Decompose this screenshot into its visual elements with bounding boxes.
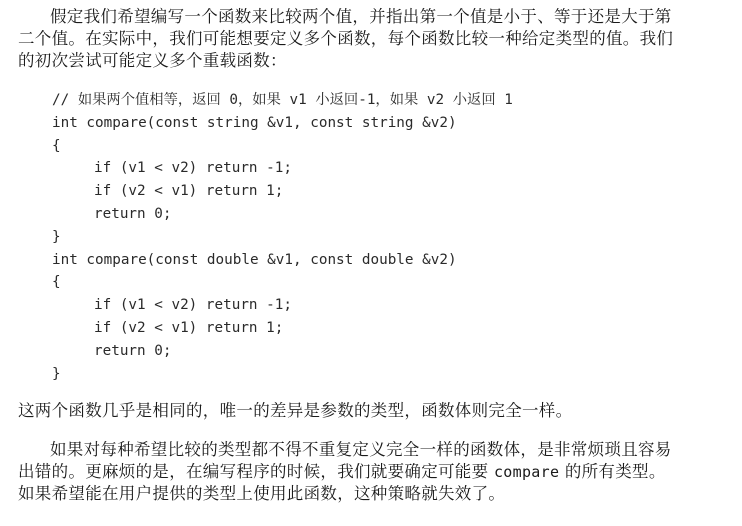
- code-line: return 0;: [94, 342, 172, 359]
- closing-line-3: 如果希望能在用户提供的类型上使用此函数，这种策略就失效了。: [18, 484, 506, 503]
- code-close-brace: }: [52, 365, 61, 382]
- closing-line-1: 如果对每种希望比较的类型都不得不重复定义完全一样的函数体，是非常烦琐且容易: [50, 440, 672, 459]
- inline-code-compare: compare: [493, 463, 560, 481]
- code-signature-string: int compare(const string &v1, const string &v2): [52, 114, 457, 131]
- code-line: if (v1 < v2) return -1;: [94, 160, 292, 177]
- middle-line: 这两个函数几乎是相同的，唯一的差异是参数的类型，函数体则完全一样。: [18, 401, 573, 420]
- code-signature-double: int compare(const double &v1, const double &v2): [52, 251, 457, 268]
- middle-paragraph: [18, 400, 730, 422]
- code-line: if (v2 < v1) return 1;: [94, 319, 284, 336]
- closing-paragraph: [18, 439, 730, 505]
- code-close-brace: }: [52, 228, 61, 245]
- intro-line-3: 的初次尝试可能定义多个重载函数：: [18, 51, 287, 70]
- closing-line-2-tail: 的所有类型。: [559, 462, 666, 481]
- intro-paragraph: [18, 6, 730, 72]
- code-line: if (v1 < v2) return -1;: [94, 297, 292, 314]
- code-listing: [52, 89, 712, 385]
- intro-line-1: 假定我们希望编写一个函数来比较两个值，并指出第一个值是小于、等于还是大于第: [50, 7, 672, 26]
- code-open-brace: {: [52, 137, 61, 154]
- closing-line-2: [18, 461, 730, 483]
- intro-line-2: 二个值。在实际中，我们可能想要定义多个函数，每个函数比较一种给定类型的值。我们: [18, 29, 674, 48]
- code-comment: // 如果两个值相等，返回 0，如果 v1 小返回-1，如果 v2 小返回 1: [52, 92, 513, 108]
- code-open-brace: {: [52, 274, 61, 291]
- code-line: return 0;: [94, 205, 172, 222]
- code-line: if (v2 < v1) return 1;: [94, 183, 284, 200]
- closing-line-2-text: 出错的。更麻烦的是，在编写程序的时候，我们就要确定可能要: [18, 462, 494, 481]
